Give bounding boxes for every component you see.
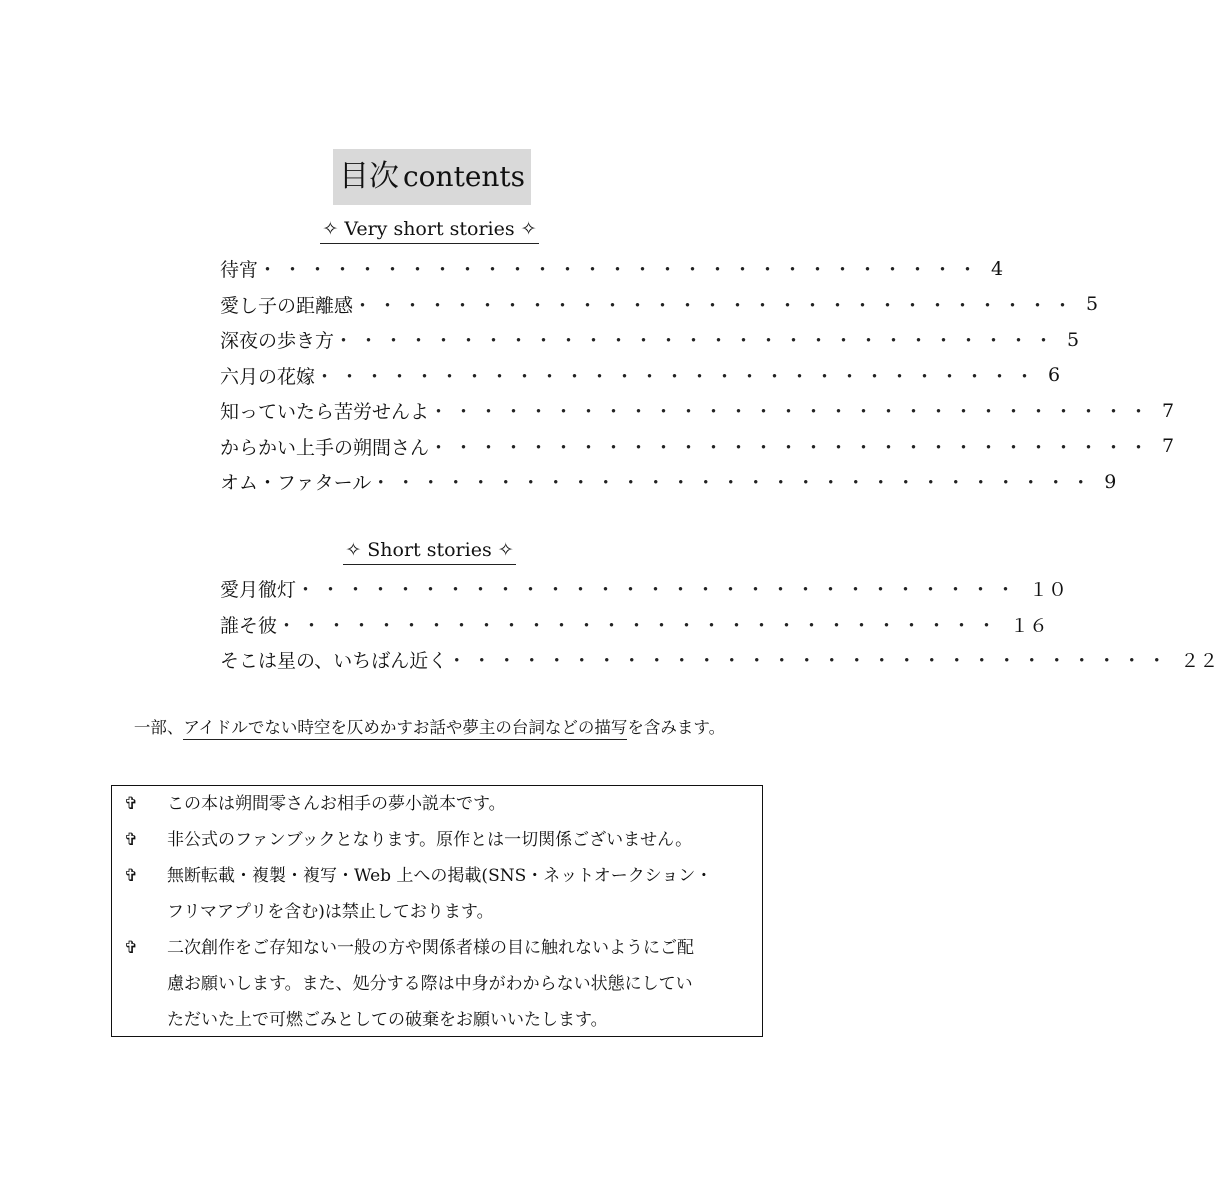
toc-leader-dots: ・・・・・・・・・・・・・・・・・・・・・・・・・・・・・ — [315, 365, 1041, 388]
toc-entry-title: 待宵 — [220, 259, 259, 282]
toc-entry-title: 愛し子の距離感 — [220, 294, 354, 317]
toc-entry-title: 愛月徹灯 — [220, 579, 297, 602]
notice-line: フリマアプリを含む)は禁止しております。 — [167, 902, 494, 922]
toc-leader-dots: ・・・・・・・・・・・・・・・・・・・・・・・・・・・・・ — [277, 614, 1003, 637]
note-prefix: 一部、 — [133, 718, 184, 737]
section-heading-short — [0, 541, 859, 565]
cross-icon: ✞ — [123, 866, 139, 886]
toc-entry-page: 5 — [1086, 293, 1099, 316]
toc-entry-page: 6 — [1048, 364, 1061, 387]
toc-entry-title: そこは星の、いちばん近く — [220, 650, 448, 673]
toc-entry-page: ２２ — [1180, 650, 1218, 673]
notice-line: ただいた上で可燃ごみとしての破棄をお願いいたします。 — [167, 1010, 608, 1030]
toc-entry — [220, 464, 1117, 500]
toc-entry — [220, 393, 1175, 429]
note-suffix: を含みます。 — [627, 718, 726, 737]
toc-entry-title: 六月の花嫁 — [220, 365, 316, 388]
title-main: 目次 — [339, 159, 399, 194]
toc-entry-title: 誰そ彼 — [220, 614, 278, 637]
toc-entry — [220, 251, 1004, 287]
cross-icon: ✞ — [123, 938, 139, 958]
toc-entry — [220, 642, 1218, 678]
toc-entry-page: １６ — [1010, 614, 1049, 637]
toc-leader-dots: ・・・・・・・・・・・・・・・・・・・・・・・・・・・・・ — [429, 436, 1155, 459]
toc-list-short — [220, 571, 1218, 678]
cross-icon: ✞ — [123, 830, 139, 850]
toc-entry-page: 7 — [1162, 435, 1175, 458]
section-heading-very-short — [0, 220, 859, 244]
toc-leader-dots: ・・・・・・・・・・・・・・・・・・・・・・・・・・・・・ — [447, 650, 1173, 673]
toc-entry — [220, 429, 1175, 465]
toc-entry — [220, 358, 1061, 394]
notice-box — [111, 785, 763, 1037]
toc-leader-dots: ・・・・・・・・・・・・・・・・・・・・・・・・・・・・・ — [371, 472, 1097, 495]
toc-entry-page: 5 — [1067, 328, 1080, 351]
cross-icon: ✞ — [123, 794, 139, 814]
toc-entry-title: オム・ファタール — [220, 472, 372, 495]
page-title — [333, 149, 531, 205]
toc-entry-title: 知っていたら苦労せんよ — [220, 401, 430, 424]
toc-entry — [220, 287, 1099, 323]
notice-line: この本は朔間零さんお相手の夢小説本です。 — [167, 794, 506, 814]
toc-entry — [220, 607, 1049, 643]
notice-line: 慮お願いします。また、処分する際は中身がわからない状態にしてい — [167, 974, 693, 994]
toc-leader-dots: ・・・・・・・・・・・・・・・・・・・・・・・・・・・・・ — [334, 330, 1060, 353]
toc-leader-dots: ・・・・・・・・・・・・・・・・・・・・・・・・・・・・・ — [258, 259, 984, 282]
section-heading-text: ✧ Very short stories ✧ — [320, 220, 538, 244]
note-underlined: アイドルでない時空を仄めかすお話や夢主の台詞などの描写 — [183, 718, 627, 740]
notice-line: 無断転載・複製・複写・Web 上への掲載(SNS・ネットオークション・ — [167, 866, 713, 886]
toc-entry-page: 9 — [1104, 470, 1117, 493]
toc-leader-dots: ・・・・・・・・・・・・・・・・・・・・・・・・・・・・・ — [296, 579, 1022, 602]
toc-entry — [220, 322, 1080, 358]
toc-list-very-short — [220, 251, 1175, 500]
toc-entry-page: 7 — [1162, 399, 1175, 422]
toc-entry-page: 4 — [991, 257, 1004, 280]
section-heading-text: ✧ Short stories ✧ — [343, 541, 515, 565]
toc-entry-page: １０ — [1029, 579, 1068, 602]
toc-entry-title: からかい上手の朔間さん — [220, 436, 430, 459]
content-note — [0, 716, 859, 739]
toc-leader-dots: ・・・・・・・・・・・・・・・・・・・・・・・・・・・・・ — [429, 401, 1155, 424]
toc-entry-title: 深夜の歩き方 — [220, 330, 335, 353]
title-sub: contents — [403, 160, 526, 193]
notice-line: 非公式のファンブックとなります。原作とは一切関係ございません。 — [167, 830, 693, 850]
toc-entry — [220, 571, 1068, 607]
notice-line: 二次創作をご存知ない一般の方や関係者様の目に触れないようにご配 — [167, 938, 694, 958]
toc-leader-dots: ・・・・・・・・・・・・・・・・・・・・・・・・・・・・・ — [353, 294, 1079, 317]
